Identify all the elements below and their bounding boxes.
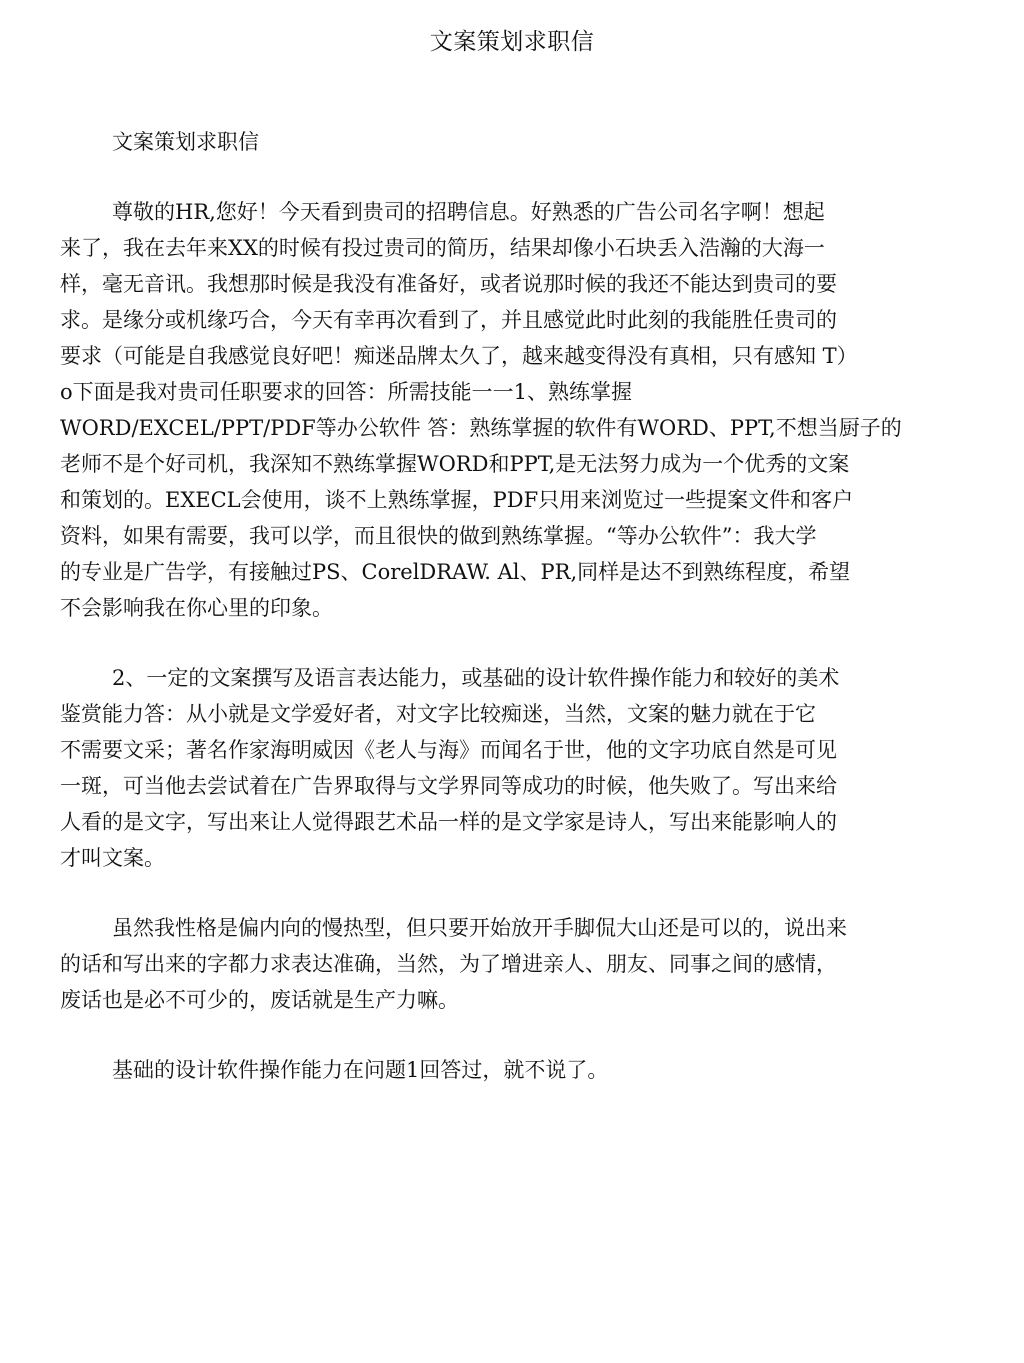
paragraph-spacer [60, 1018, 950, 1052]
paragraph-line: 要求（可能是自我感觉良好吧！痴迷品牌太久了，越来越变得没有真相，只有感知 T） [60, 344, 858, 368]
paragraph-line: 不会影响我在你心里的印象。 [60, 596, 333, 620]
paragraph-1 [60, 194, 950, 626]
paragraph-line: 的专业是广告学，有接触过PS、CorelDRAW. Al、PR,同样是达不到熟练程度，希望 [60, 560, 851, 584]
paragraph-spacer [60, 160, 950, 194]
paragraph-line: 的话和写出来的字都力求表达准确，当然，为了增进亲人、朋友、同事之间的感情， [60, 952, 837, 976]
paragraph-line: 虽然我性格是偏内向的慢热型，但只要开始放开手脚侃大山还是可以的，说出来 [112, 916, 847, 940]
paragraph-line: 一斑，可当他去尝试着在广告界取得与文学界同等成功的时候，他失败了。写出来给 [60, 774, 837, 798]
paragraph-line: 2、一定的文案撰写及语言表达能力，或基础的设计软件操作能力和较好的美术 [112, 666, 840, 690]
paragraph-line: 求。是缘分或机缘巧合，今天有幸再次看到了，并且感觉此时此刻的我能胜任贵司的 [60, 308, 837, 332]
paragraph-spacer [60, 876, 950, 910]
paragraph-line: 才叫文案。 [60, 846, 165, 870]
paragraph-line: 和策划的。EXECL会使用，谈不上熟练掌握，PDF只用来浏览过一些提案文件和客户 [60, 488, 854, 512]
paragraph-3 [60, 910, 950, 1018]
paragraph-line: 鉴赏能力答：从小就是文学爱好者，对文字比较痴迷，当然，文案的魅力就在于它 [60, 702, 816, 726]
paragraph-line: 老师不是个好司机，我深知不熟练掌握WORD和PPT,是无法努力成为一个优秀的文案 [60, 452, 850, 476]
document-body [60, 124, 950, 1088]
paragraph-line: 人看的是文字，写出来让人觉得跟艺术品一样的是文学家是诗人，写出来能影响人的 [60, 810, 837, 834]
paragraph-line: 来了，我在去年来XX的时候有投过贵司的简历，结果却像小石块丢入浩瀚的大海一 [60, 236, 825, 260]
paragraph-line: o下面是我对贵司任职要求的回答：所需技能一一1、熟练掌握 [60, 380, 633, 404]
paragraph-2 [60, 660, 950, 876]
paragraph-line: 样，毫无音讯。我想那时候是我没有准备好，或者说那时候的我还不能达到贵司的要 [60, 272, 837, 296]
paragraph-line: 不需要文采；著名作家海明威因《老人与海》而闻名于世，他的文字功底自然是可见 [60, 738, 837, 762]
document-subtitle: 文案策划求职信 [112, 130, 259, 154]
document-title: 文案策划求职信 [429, 29, 595, 55]
paragraph-line: 废话也是必不可少的，废话就是生产力嘛。 [60, 988, 459, 1012]
paragraph-line: 基础的设计软件操作能力在问题1回答过，就不说了。 [112, 1058, 609, 1082]
paragraph-4 [60, 1052, 950, 1088]
paragraph-line: 尊敬的HR,您好！今天看到贵司的招聘信息。好熟悉的广告公司名字啊！想起 [112, 200, 825, 224]
paragraph-line: WORD/EXCEL/PPT/PDF等办公软件 答：熟练掌握的软件有WORD、PPT,不想当厨子的 [60, 416, 902, 440]
paragraph-spacer [60, 626, 950, 660]
paragraph-line: 资料，如果有需要，我可以学，而且很快的做到熟练掌握。“等办公软件”：我大学 [60, 524, 817, 548]
